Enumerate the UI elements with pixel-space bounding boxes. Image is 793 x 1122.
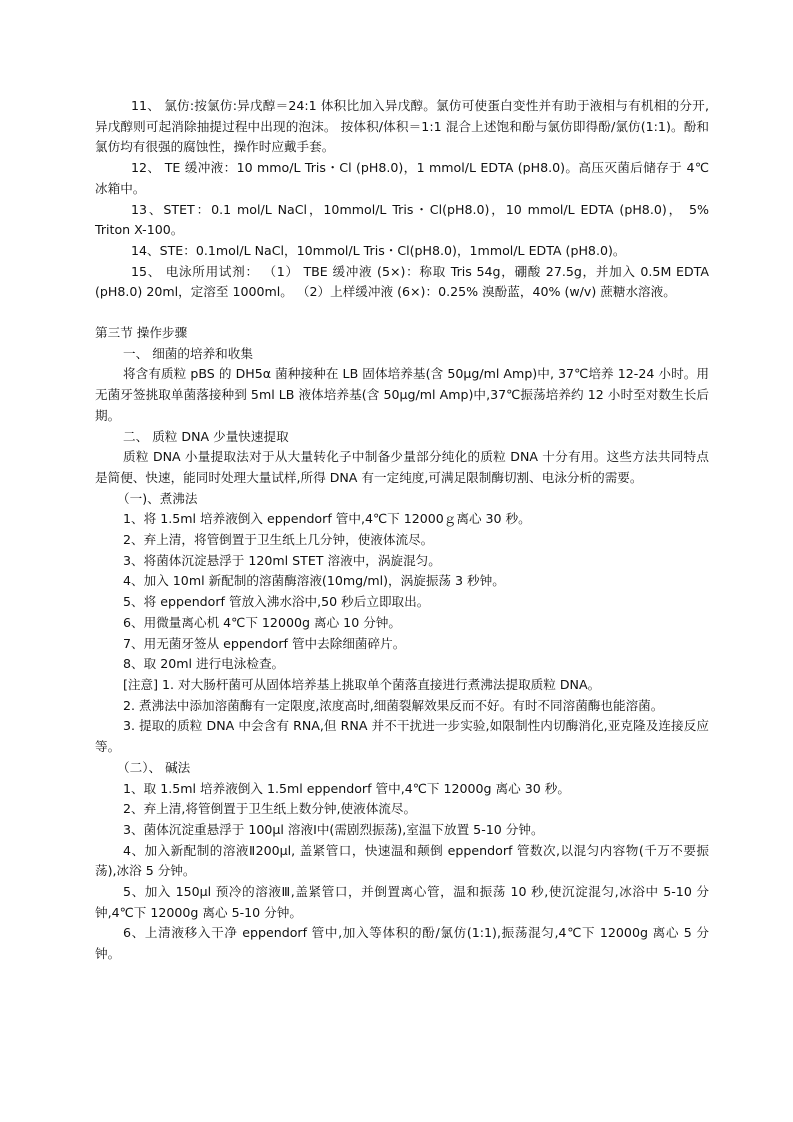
boiling-step-8: 8、取 20ml 进行电泳检查。 xyxy=(123,656,285,672)
alkaline-heading: （二）、 碱法 xyxy=(117,759,191,775)
alkaline-step-3: 3、菌体沉淀重悬浮于 100μl 溶液Ⅰ中(需剧烈振荡),室温下放置 5-10 分钟。 xyxy=(123,821,544,837)
boiling-step-4: 4、加入 10ml 新配制的溶菌酶溶液(10mg/ml)，涡旋振荡 3 秒钟。 xyxy=(123,573,505,589)
part1-heading: 一、 细菌的培养和收集 xyxy=(123,345,253,361)
reagent-item-13: 13、STET：0.1 mol/L NaCl，10mmol/L Tris・Cl(pH8.0)，10 mmol/L EDTA (pH8.0)， 5% Triton X-100。 xyxy=(95,201,709,238)
boiling-note-1: [注意] 1. 对大肠杆菌可从固体培养基上挑取单个菌落直接进行煮沸法提取质粒 DNA。 xyxy=(123,676,601,692)
boiling-step-6: 6、用微量离心机 4℃下 12000g 离心 10 分钟。 xyxy=(123,614,401,630)
boiling-note-2: 2. 煮沸法中添加溶菌酶有一定限度,浓度高时,细菌裂解效果反而不好。有时不同溶菌酶也能溶菌。 xyxy=(123,697,664,713)
boiling-heading: （一)、煮沸法 xyxy=(117,490,198,506)
part1-body: 将含有质粒 pBS 的 DH5α 菌种接种在 LB 固体培养基(含 50μg/ml Amp)中, 37℃培养 12-24 小时。用无菌牙签挑取单菌落接种到 5ml LB 液体培养基(含 50μg/ml Amp)中,37℃振荡培养约 12 小时至对数生长后期。 xyxy=(95,366,709,423)
alkaline-step-4: 4、加入新配制的溶液Ⅱ200μl, 盖紧管口，快速温和颠倒 eppendorf 管数次,以混匀内容物(千万不要振荡),冰浴 5 分钟。 xyxy=(95,842,709,879)
reagent-item-12: 12、 TE 缓冲液：10 mmo/L Tris・Cl (pH8.0)，1 mmol/L EDTA (pH8.0)。高压灭菌后储存于 4℃冰箱中。 xyxy=(95,160,709,196)
section-title: 第三节 操作步骤 xyxy=(95,325,188,341)
boiling-step-3: 3、将菌体沉淀悬浮于 120ml STET 溶液中，涡旋混匀。 xyxy=(123,552,441,568)
boiling-step-1: 1、将 1.5ml 培养液倒入 eppendorf 管中,4℃下 12000ｇ离心 30 秒。 xyxy=(123,511,531,527)
boiling-step-5: 5、将 eppendorf 管放入沸水浴中,50 秒后立即取出。 xyxy=(123,594,430,610)
reagent-item-14: 14、STE：0.1mol/L NaCl，10mmol/L Tris・Cl(pH8.0)，1mmol/L EDTA (pH8.0)。 xyxy=(131,242,626,258)
boiling-step-2: 2、弃上清，将管倒置于卫生纸上几分钟，使液体流尽。 xyxy=(123,532,434,548)
boiling-note-3: 3. 提取的质粒 DNA 中会含有 RNA,但 RNA 并不干扰进一步实验,如限制性内切酶消化,亚克隆及连接反应等。 xyxy=(95,718,709,755)
part2-heading: 二、 质粒 DNA 少量快速提取 xyxy=(123,428,289,444)
alkaline-step-2: 2、弃上清,将管倒置于卫生纸上数分钟,使液体流尽。 xyxy=(123,801,417,817)
boiling-step-7: 7、用无菌牙签从 eppendorf 管中去除细菌碎片。 xyxy=(123,635,406,651)
reagent-item-15: 15、 电泳所用试剂： （1） TBE 缓冲液 (5×)：称取 Tris 54g，硼酸 27.5g，并加入 0.5M EDTA (pH8.0) 20ml，定溶至 1000ml。 （2）上样缓冲液 (6×)：0.25% 溴酚蓝，40% (w/v) 蔗糖水溶液。 xyxy=(95,263,709,300)
alkaline-step-6: 6、上清液移入干净 eppendorf 管中,加入等体积的酚/氯仿(1:1),振荡混匀,4℃下 12000g 离心 5 分钟。 xyxy=(95,925,709,962)
alkaline-step-1: 1、取 1.5ml 培养液倒入 1.5ml eppendorf 管中,4℃下 12000g 离心 30 秒。 xyxy=(123,780,570,796)
alkaline-step-5: 5、加入 150μl 预冷的溶液Ⅲ,盖紧管口，并倒置离心管，温和振荡 10 秒,使沉淀混匀,冰浴中 5-10 分钟,4℃下 12000g 离心 5-10 分钟。 xyxy=(95,884,709,920)
reagent-item-11: 11、 氯仿:按氯仿:异戊醇＝24:1 体积比加入异戊醇。氯仿可使蛋白变性并有助于液相与有机相的分开,异戊醇则可起消除抽提过程中出现的泡沫。 按体积/体积＝1:1 混合上述饱和酚与氯仿即得酚/氯仿(1:1)。酚和氯仿均有很强的腐蚀性，操作时应戴手套。 xyxy=(95,98,709,155)
document-page xyxy=(95,96,709,965)
part2-body: 质粒 DNA 小量提取法对于从大量转化子中制备少量部分纯化的质粒 DNA 十分有用。这些方法共同特点是简便、快速，能同时处理大量试样,所得 DNA 有一定纯度,可满足限制酶切割、电泳分析的需要。 xyxy=(95,449,709,485)
